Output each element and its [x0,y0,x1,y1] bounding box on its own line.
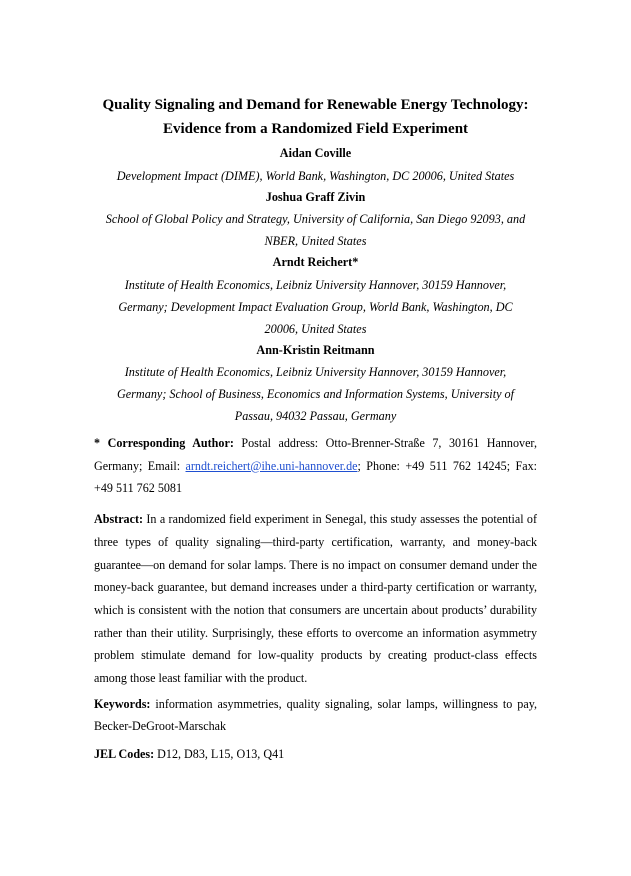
affiliation-line: Institute of Health Economics, Leibniz University Hannover, 30159 Hannover, [124,277,507,292]
affiliation-line: NBER, United States [264,234,367,248]
jel-codes [94,743,537,766]
keywords [94,693,537,738]
author-affiliation-2 [94,208,537,252]
author-affiliation-1 [94,165,537,187]
affiliation-line: 20006, United States [264,321,367,336]
abstract-text: In a randomized field experiment in Senegal, this study assesses the potential of three types of quality signaling—third-party certification, warranty, and money-back guarantee—on demand for solar lamps. There is no impact on consumer demand under the money-back guarantee, but demand increases under a third-party certification or warranty, which is consistent with the notion that consumers are uncertain about products’ durability rather than their utility. Surprisingly, these efforts to overcome an information asymmetry problem stimulate demand for low-quality products by creating product-class effects among those least familiar with the product. [94,512,537,686]
title-line-1: Quality Signaling and Demand for Renewable Energy Technology: [102,97,529,113]
affiliation-line: School of Global Policy and Strategy, University of California, San Diego 92093, and [105,212,526,226]
affiliation-line: Germany; Development Impact Evaluation Group, World Bank, Washington, DC [118,299,513,314]
affiliation-line: Institute of Health Economics, Leibniz University Hannover, 30159 Hannover, [124,365,507,379]
email-link[interactable]: arndt.reichert@ihe.uni-hannover.de [185,458,358,473]
corresponding-label: * Corresponding Author: [94,436,234,450]
affiliation-line: Passau, 94032 Passau, Germany [234,409,397,423]
author-name-2: Joshua Graff Zivin [265,189,366,204]
keywords-label: Keywords: [94,696,151,711]
author-name-3: Arndt Reichert* [272,255,359,269]
abstract [94,508,537,690]
abstract-label: Abstract: [94,512,144,527]
jel-label: JEL Codes: [94,747,155,762]
affiliation-line: Development Impact (DIME), World Bank, Washington, DC 20006, United States [116,168,515,183]
title-line-2: Evidence from a Randomized Field Experiment [162,121,469,137]
author-name-4: Ann-Kristin Reitmann [256,342,375,357]
corresponding-text-after: ; Phone: +49 511 762 14245; Fax: +49 511 762 5081 [94,458,538,496]
corresponding-text-before: Postal address: Otto-Brenner-Straße 7, 30161 Hannover, Germany; Email: [94,436,538,473]
affiliation-line: Germany; School of Business, Economics and Information Systems, University of [116,387,515,401]
corresponding-author [94,432,537,500]
paper-title [94,0,537,141]
keywords-text: information asymmetries, quality signaling, solar lamps, willingness to pay, Becker-DeGroot-Marschak [94,696,537,734]
author-name-1: Aidan Coville [279,146,352,160]
author-affiliation-4 [94,361,537,427]
author-affiliation-3 [94,274,537,340]
jel-text: D12, D83, L15, O13, Q41 [154,747,285,762]
